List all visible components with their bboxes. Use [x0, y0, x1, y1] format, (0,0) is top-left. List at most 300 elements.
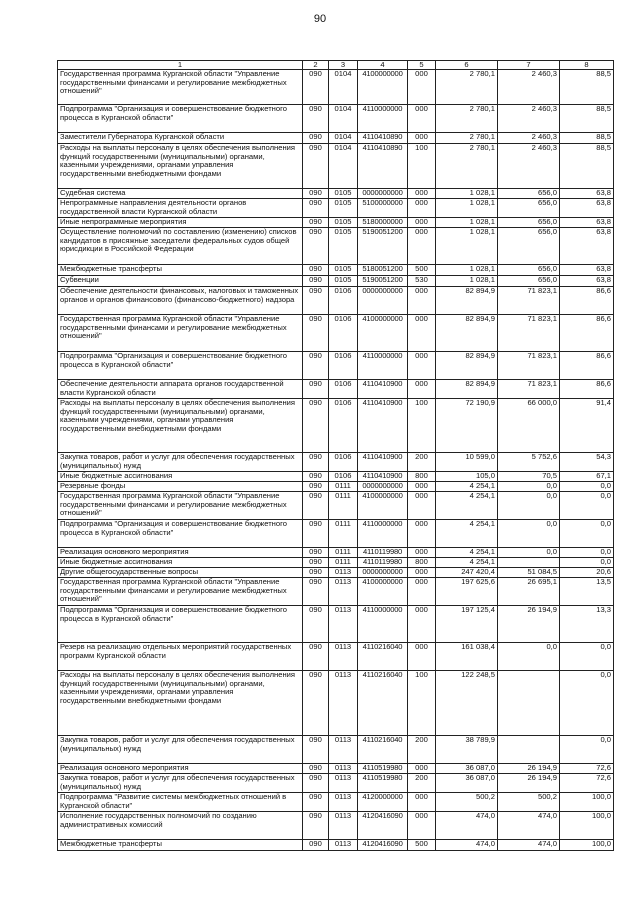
section-code: 0111 [329, 492, 358, 520]
target-article-code: 5180051200 [358, 265, 408, 276]
planned-amount: 4 254,1 [436, 548, 498, 558]
grbs-code: 090 [303, 218, 329, 228]
budget-item-name: Закупка товаров, работ и услуг для обеспечения государственных (муниципальных) нужд [58, 774, 303, 793]
planned-amount: 4 254,1 [436, 520, 498, 548]
column-header: 8 [560, 61, 614, 70]
planned-amount: 1 028,1 [436, 189, 498, 199]
table-row [58, 287, 614, 315]
budget-item-name: Закупка товаров, работ и услуг для обеспечения государственных (муниципальных) нужд [58, 736, 303, 764]
table-row [58, 774, 614, 793]
grbs-code: 090 [303, 736, 329, 764]
table-row [58, 482, 614, 492]
table-row [58, 352, 614, 380]
grbs-code: 090 [303, 380, 329, 399]
target-article-code: 4100000000 [358, 315, 408, 352]
table-row [58, 380, 614, 399]
execution-percent: 86,6 [560, 315, 614, 352]
target-article-code: 0000000000 [358, 287, 408, 315]
budget-item-name: Обеспечение деятельности финансовых, налоговых и таможенных органов и органов финансового (финансово-бюджетного) надзора [58, 287, 303, 315]
executed-amount: 656,0 [498, 218, 560, 228]
planned-amount: 2 780,1 [436, 105, 498, 133]
executed-amount: 656,0 [498, 199, 560, 218]
grbs-code: 090 [303, 199, 329, 218]
table-row [58, 265, 614, 276]
executed-amount: 71 823,1 [498, 287, 560, 315]
table-row [58, 548, 614, 558]
planned-amount: 247 420,4 [436, 568, 498, 578]
grbs-code: 090 [303, 105, 329, 133]
executed-amount: 474,0 [498, 812, 560, 840]
expense-type-code: 000 [408, 133, 436, 144]
budget-item-name: Расходы на выплаты персоналу в целях обеспечения выполнения функций государственными (муниципальными) органами, казенными учреждениями, органами управления государственными внебюджетными фондами [58, 144, 303, 189]
section-code: 0106 [329, 399, 358, 453]
budget-item-name: Обеспечение деятельности аппарата органов государственной власти Курганской области [58, 380, 303, 399]
budget-item-name: Межбюджетные трансферты [58, 265, 303, 276]
execution-percent: 100,0 [560, 840, 614, 851]
executed-amount: 26 695,1 [498, 578, 560, 606]
section-code: 0113 [329, 840, 358, 851]
table-row [58, 520, 614, 548]
expense-type-code: 000 [408, 105, 436, 133]
expense-type-code: 000 [408, 578, 436, 606]
budget-item-name: Иные непрограммные мероприятия [58, 218, 303, 228]
planned-amount: 36 087,0 [436, 764, 498, 774]
target-article-code: 4110410900 [358, 472, 408, 482]
section-code: 0113 [329, 764, 358, 774]
expense-type-code: 000 [408, 492, 436, 520]
grbs-code: 090 [303, 352, 329, 380]
target-article-code: 4100000000 [358, 578, 408, 606]
expense-type-code: 800 [408, 472, 436, 482]
executed-amount: 5 752,6 [498, 453, 560, 472]
expense-type-code: 000 [408, 812, 436, 840]
section-code: 0104 [329, 144, 358, 189]
expense-type-code: 000 [408, 482, 436, 492]
table-row [58, 606, 614, 643]
table-row [58, 276, 614, 287]
section-code: 0111 [329, 520, 358, 548]
expense-type-code: 800 [408, 558, 436, 568]
section-code: 0113 [329, 774, 358, 793]
planned-amount: 4 254,1 [436, 558, 498, 568]
grbs-code: 090 [303, 482, 329, 492]
execution-percent: 86,6 [560, 287, 614, 315]
budget-item-name: Подпрограмма "Организация и совершенствование бюджетного процесса в Курганской области" [58, 606, 303, 643]
target-article-code: 4110410900 [358, 453, 408, 472]
executed-amount: 26 194,9 [498, 774, 560, 793]
section-code: 0105 [329, 218, 358, 228]
grbs-code: 090 [303, 492, 329, 520]
target-article-code: 5100000000 [358, 199, 408, 218]
execution-percent: 63,8 [560, 228, 614, 265]
planned-amount: 36 087,0 [436, 774, 498, 793]
target-article-code: 0000000000 [358, 482, 408, 492]
expense-type-code: 000 [408, 228, 436, 265]
execution-percent: 0,0 [560, 548, 614, 558]
table-row [58, 671, 614, 736]
execution-percent: 91,4 [560, 399, 614, 453]
section-code: 0104 [329, 70, 358, 105]
grbs-code: 090 [303, 764, 329, 774]
table-row [58, 70, 614, 105]
target-article-code: 4110000000 [358, 105, 408, 133]
grbs-code: 090 [303, 840, 329, 851]
section-code: 0105 [329, 265, 358, 276]
column-number-row [58, 61, 614, 70]
expense-type-code: 000 [408, 520, 436, 548]
table-row [58, 840, 614, 851]
target-article-code: 4110000000 [358, 606, 408, 643]
planned-amount: 105,0 [436, 472, 498, 482]
page-number: 90 [313, 13, 327, 25]
section-code: 0111 [329, 558, 358, 568]
grbs-code: 090 [303, 548, 329, 558]
budget-item-name: Реализация основного мероприятия [58, 548, 303, 558]
expense-type-code: 000 [408, 218, 436, 228]
target-article-code: 4110410900 [358, 380, 408, 399]
budget-item-name: Судебная система [58, 189, 303, 199]
execution-percent: 88,5 [560, 133, 614, 144]
grbs-code: 090 [303, 606, 329, 643]
execution-percent: 88,5 [560, 70, 614, 105]
executed-amount: 656,0 [498, 228, 560, 265]
section-code: 0106 [329, 380, 358, 399]
budget-item-name: Иные бюджетные ассигнования [58, 558, 303, 568]
column-header: 3 [329, 61, 358, 70]
executed-amount: 51 084,5 [498, 568, 560, 578]
expense-type-code: 200 [408, 453, 436, 472]
planned-amount: 197 125,4 [436, 606, 498, 643]
section-code: 0106 [329, 352, 358, 380]
planned-amount: 1 028,1 [436, 265, 498, 276]
planned-amount: 82 894,9 [436, 287, 498, 315]
expense-type-code: 000 [408, 352, 436, 380]
planned-amount: 82 894,9 [436, 315, 498, 352]
target-article-code: 4100000000 [358, 492, 408, 520]
expense-type-code: 000 [408, 548, 436, 558]
column-header: 5 [408, 61, 436, 70]
section-code: 0113 [329, 606, 358, 643]
section-code: 0106 [329, 453, 358, 472]
section-code: 0111 [329, 548, 358, 558]
budget-item-name: Расходы на выплаты персоналу в целях обеспечения выполнения функций государственными (муниципальными) органами, казенными учреждениями, органами управления государственными внебюджетными фондами [58, 399, 303, 453]
table-row [58, 399, 614, 453]
expense-type-code: 000 [408, 189, 436, 199]
executed-amount: 2 460,3 [498, 133, 560, 144]
planned-amount: 474,0 [436, 840, 498, 851]
executed-amount: 66 000,0 [498, 399, 560, 453]
planned-amount: 500,2 [436, 793, 498, 812]
budget-item-name: Субвенции [58, 276, 303, 287]
section-code: 0113 [329, 578, 358, 606]
executed-amount: 2 460,3 [498, 144, 560, 189]
planned-amount: 161 038,4 [436, 643, 498, 671]
executed-amount: 0,0 [498, 482, 560, 492]
budget-item-name: Расходы на выплаты персоналу в целях обеспечения выполнения функций государственными (муниципальными) органами, казенными учреждениями, органами управления государственными внебюджетными фондами [58, 671, 303, 736]
section-code: 0113 [329, 643, 358, 671]
target-article-code: 4110519980 [358, 764, 408, 774]
table-row [58, 793, 614, 812]
expense-type-code: 000 [408, 315, 436, 352]
execution-percent: 72,6 [560, 774, 614, 793]
section-code: 0105 [329, 276, 358, 287]
table-row [58, 144, 614, 189]
budget-item-name: Другие общегосударственные вопросы [58, 568, 303, 578]
table-row [58, 764, 614, 774]
planned-amount: 1 028,1 [436, 228, 498, 265]
budget-item-name: Государственная программа Курганской области "Управление государственными финансами и регулирование межбюджетных отношений" [58, 578, 303, 606]
section-code: 0113 [329, 736, 358, 764]
budget-item-name: Закупка товаров, работ и услуг для обеспечения государственных (муниципальных) нужд [58, 453, 303, 472]
section-code: 0104 [329, 105, 358, 133]
planned-amount: 4 254,1 [436, 482, 498, 492]
table-row [58, 315, 614, 352]
expense-type-code: 200 [408, 774, 436, 793]
execution-percent: 88,5 [560, 144, 614, 189]
planned-amount: 82 894,9 [436, 380, 498, 399]
execution-percent: 13,3 [560, 606, 614, 643]
column-header: 7 [498, 61, 560, 70]
execution-percent: 86,6 [560, 352, 614, 380]
expense-type-code: 200 [408, 736, 436, 764]
grbs-code: 090 [303, 144, 329, 189]
execution-percent: 63,8 [560, 189, 614, 199]
expense-type-code: 530 [408, 276, 436, 287]
grbs-code: 090 [303, 472, 329, 482]
execution-percent: 0,0 [560, 736, 614, 764]
planned-amount: 72 190,9 [436, 399, 498, 453]
execution-percent: 63,8 [560, 218, 614, 228]
execution-percent: 86,6 [560, 380, 614, 399]
table-row [58, 133, 614, 144]
table-row [58, 568, 614, 578]
executed-amount: 0,0 [498, 492, 560, 520]
column-header: 4 [358, 61, 408, 70]
section-code: 0113 [329, 671, 358, 736]
column-header: 2 [303, 61, 329, 70]
section-code: 0104 [329, 133, 358, 144]
executed-amount: 0,0 [498, 548, 560, 558]
expense-type-code: 000 [408, 70, 436, 105]
budget-item-name: Резервные фонды [58, 482, 303, 492]
budget-item-name: Подпрограмма "Организация и совершенствование бюджетного процесса в Курганской области" [58, 105, 303, 133]
execution-percent: 0,0 [560, 671, 614, 736]
execution-percent: 67,1 [560, 472, 614, 482]
table-body [58, 70, 614, 851]
target-article-code: 4110119980 [358, 558, 408, 568]
table-row [58, 578, 614, 606]
grbs-code: 090 [303, 812, 329, 840]
execution-percent: 0,0 [560, 643, 614, 671]
planned-amount: 82 894,9 [436, 352, 498, 380]
target-article-code: 4120000000 [358, 793, 408, 812]
target-article-code: 5190051200 [358, 228, 408, 265]
table-row [58, 228, 614, 265]
budget-item-name: Межбюджетные трансферты [58, 840, 303, 851]
target-article-code: 4100000000 [358, 70, 408, 105]
target-article-code: 4110410900 [358, 399, 408, 453]
execution-percent: 0,0 [560, 482, 614, 492]
executed-amount: 26 194,9 [498, 764, 560, 774]
expense-type-code: 100 [408, 399, 436, 453]
planned-amount: 197 625,6 [436, 578, 498, 606]
target-article-code: 4110119980 [358, 548, 408, 558]
execution-percent: 0,0 [560, 520, 614, 548]
budget-item-name: Подпрограмма "Организация и совершенствование бюджетного процесса в Курганской области" [58, 352, 303, 380]
column-header: 6 [436, 61, 498, 70]
table-row [58, 472, 614, 482]
planned-amount: 10 599,0 [436, 453, 498, 472]
target-article-code: 4110410890 [358, 133, 408, 144]
budget-item-name: Иные бюджетные ассигнования [58, 472, 303, 482]
executed-amount: 0,0 [498, 643, 560, 671]
target-article-code: 0000000000 [358, 568, 408, 578]
executed-amount: 656,0 [498, 276, 560, 287]
budget-item-name: Государственная программа Курганской области "Управление государственными финансами и регулирование межбюджетных отношений" [58, 315, 303, 352]
planned-amount: 2 780,1 [436, 70, 498, 105]
grbs-code: 090 [303, 315, 329, 352]
grbs-code: 090 [303, 133, 329, 144]
executed-amount [498, 558, 560, 568]
section-code: 0106 [329, 472, 358, 482]
grbs-code: 090 [303, 671, 329, 736]
target-article-code: 5180000000 [358, 218, 408, 228]
budget-table [57, 60, 614, 851]
execution-percent: 100,0 [560, 793, 614, 812]
grbs-code: 090 [303, 399, 329, 453]
expense-type-code: 000 [408, 643, 436, 671]
executed-amount [498, 736, 560, 764]
executed-amount: 26 194,9 [498, 606, 560, 643]
budget-item-name: Государственная программа Курганской области "Управление государственными финансами и регулирование межбюджетных отношений" [58, 492, 303, 520]
grbs-code: 090 [303, 287, 329, 315]
column-header: 1 [58, 61, 303, 70]
planned-amount: 1 028,1 [436, 276, 498, 287]
expense-type-code: 000 [408, 764, 436, 774]
grbs-code: 090 [303, 228, 329, 265]
grbs-code: 090 [303, 568, 329, 578]
expense-type-code: 100 [408, 671, 436, 736]
expense-type-code: 000 [408, 568, 436, 578]
executed-amount: 71 823,1 [498, 352, 560, 380]
expense-type-code: 000 [408, 606, 436, 643]
expense-type-code: 500 [408, 840, 436, 851]
execution-percent: 72,6 [560, 764, 614, 774]
table-row [58, 453, 614, 472]
execution-percent: 88,5 [560, 105, 614, 133]
budget-item-name: Государственная программа Курганской области "Управление государственными финансами и регулирование межбюджетных отношений" [58, 70, 303, 105]
section-code: 0113 [329, 568, 358, 578]
execution-percent: 13,5 [560, 578, 614, 606]
target-article-code: 4110216040 [358, 643, 408, 671]
target-article-code: 4110410890 [358, 144, 408, 189]
target-article-code: 4110000000 [358, 520, 408, 548]
budget-item-name: Подпрограмма "Организация и совершенствование бюджетного процесса в Курганской области" [58, 520, 303, 548]
budget-item-name: Непрограммные направления деятельности органов государственной власти Курганской области [58, 199, 303, 218]
section-code: 0113 [329, 812, 358, 840]
budget-item-name: Осуществление полномочий по составлению (изменению) списков кандидатов в присяжные заседатели федеральных судов общей юрисдикции в Российской Федерации [58, 228, 303, 265]
execution-percent: 63,8 [560, 199, 614, 218]
executed-amount: 2 460,3 [498, 105, 560, 133]
grbs-code: 090 [303, 558, 329, 568]
table-row [58, 492, 614, 520]
table-row [58, 105, 614, 133]
section-code: 0106 [329, 287, 358, 315]
expense-type-code: 100 [408, 144, 436, 189]
table-row [58, 218, 614, 228]
planned-amount: 38 789,9 [436, 736, 498, 764]
target-article-code: 0000000000 [358, 189, 408, 199]
grbs-code: 090 [303, 520, 329, 548]
expense-type-code: 000 [408, 199, 436, 218]
execution-percent: 100,0 [560, 812, 614, 840]
executed-amount: 71 823,1 [498, 380, 560, 399]
grbs-code: 090 [303, 793, 329, 812]
budget-item-name: Реализация основного мероприятия [58, 764, 303, 774]
grbs-code: 090 [303, 453, 329, 472]
execution-percent: 20,6 [560, 568, 614, 578]
executed-amount: 70,5 [498, 472, 560, 482]
budget-item-name: Подпрограмма "Развитие системы межбюджетных отношений в Курганской области" [58, 793, 303, 812]
grbs-code: 090 [303, 578, 329, 606]
budget-item-name: Исполнение государственных полномочий по созданию административных комиссий [58, 812, 303, 840]
executed-amount [498, 671, 560, 736]
grbs-code: 090 [303, 774, 329, 793]
target-article-code: 5190051200 [358, 276, 408, 287]
grbs-code: 090 [303, 265, 329, 276]
expense-type-code: 000 [408, 793, 436, 812]
execution-percent: 63,8 [560, 276, 614, 287]
target-article-code: 4110000000 [358, 352, 408, 380]
planned-amount: 4 254,1 [436, 492, 498, 520]
executed-amount: 0,0 [498, 520, 560, 548]
expense-type-code: 000 [408, 287, 436, 315]
target-article-code: 4110216040 [358, 736, 408, 764]
grbs-code: 090 [303, 643, 329, 671]
grbs-code: 090 [303, 70, 329, 105]
target-article-code: 4110519980 [358, 774, 408, 793]
executed-amount: 474,0 [498, 840, 560, 851]
expense-type-code: 500 [408, 265, 436, 276]
table-row [58, 812, 614, 840]
planned-amount: 1 028,1 [436, 218, 498, 228]
grbs-code: 090 [303, 276, 329, 287]
expense-type-code: 000 [408, 380, 436, 399]
budget-item-name: Заместители Губернатора Курганской области [58, 133, 303, 144]
executed-amount: 2 460,3 [498, 70, 560, 105]
execution-percent: 54,3 [560, 453, 614, 472]
planned-amount: 474,0 [436, 812, 498, 840]
planned-amount: 1 028,1 [436, 199, 498, 218]
section-code: 0105 [329, 189, 358, 199]
executed-amount: 71 823,1 [498, 315, 560, 352]
execution-percent: 63,8 [560, 265, 614, 276]
section-code: 0111 [329, 482, 358, 492]
table-row [58, 189, 614, 199]
planned-amount: 2 780,1 [436, 144, 498, 189]
table-row [58, 199, 614, 218]
section-code: 0106 [329, 315, 358, 352]
execution-percent: 0,0 [560, 558, 614, 568]
section-code: 0113 [329, 793, 358, 812]
target-article-code: 4120416090 [358, 812, 408, 840]
table-row [58, 558, 614, 568]
planned-amount: 2 780,1 [436, 133, 498, 144]
table-row [58, 736, 614, 764]
executed-amount: 656,0 [498, 189, 560, 199]
planned-amount: 122 248,5 [436, 671, 498, 736]
table-row [58, 643, 614, 671]
